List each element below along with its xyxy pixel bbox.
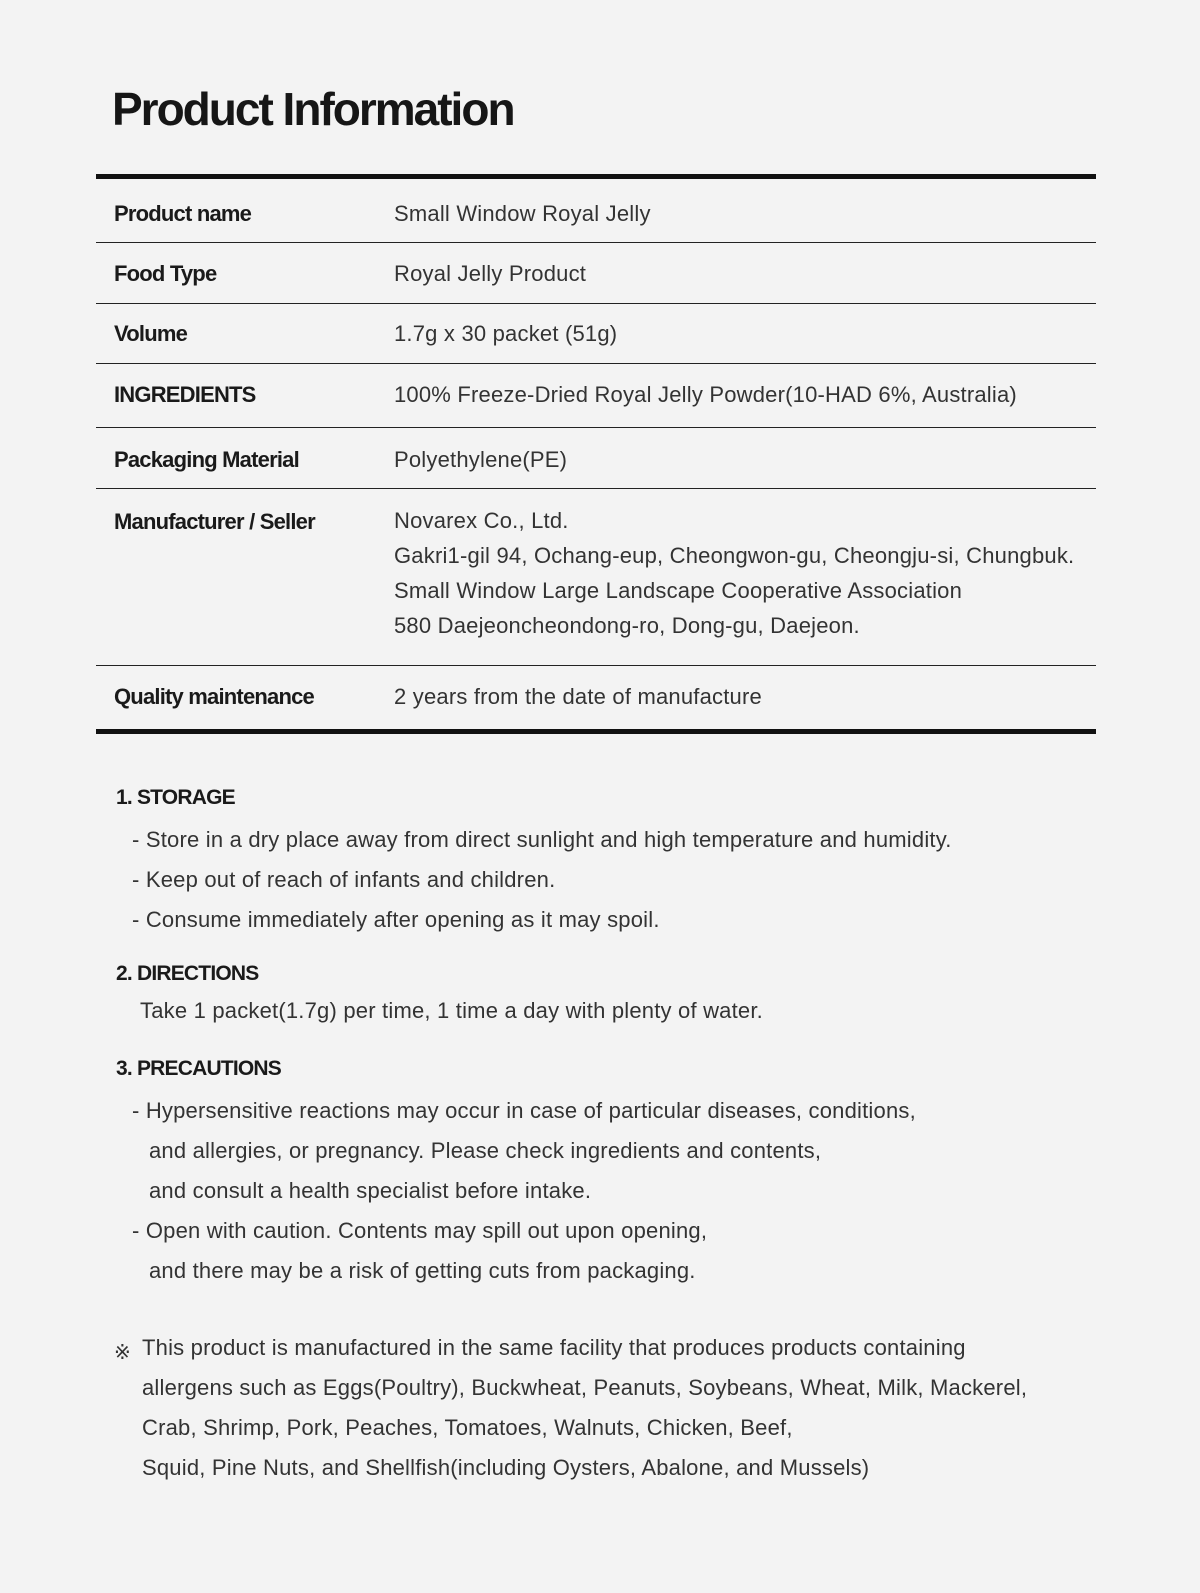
page-title: Product Information: [112, 83, 514, 135]
precaution-line: - Open with caution. Contents may spill out upon opening,: [132, 1218, 708, 1243]
manufacturer-line: Gakri1-gil 94, Ochang-eup, Cheongwon-gu, Cheongju-si, Chungbuk.: [394, 543, 1075, 568]
manufacturer-line: Small Window Large Landscape Cooperative Association: [394, 578, 963, 603]
table-row-volume: [96, 304, 1096, 364]
product-info-table: [96, 174, 1096, 734]
storage-item: - Store in a dry place away from direct sunlight and high temperature and humidity.: [132, 827, 952, 852]
row-label: Manufacturer / Seller: [114, 509, 315, 534]
row-value: Royal Jelly Product: [394, 261, 587, 286]
section-title: 1. STORAGE: [116, 786, 235, 809]
precaution-line: and allergies, or pregnancy. Please check ingredients and contents,: [149, 1138, 822, 1163]
row-value: 100% Freeze-Dried Royal Jelly Powder(10-HAD 6%, Australia): [394, 382, 1017, 407]
storage-item: - Keep out of reach of infants and children.: [132, 867, 556, 892]
precautions-section: [116, 1057, 916, 1291]
row-label: Food Type: [114, 261, 217, 286]
reference-mark-icon: ※: [114, 1342, 131, 1364]
row-value: Small Window Royal Jelly: [394, 201, 651, 226]
directions-section: [116, 962, 763, 1024]
row-label: Volume: [114, 321, 188, 346]
table-row-food-type: [96, 243, 1096, 304]
precaution-line: and there may be a risk of getting cuts from packaging.: [149, 1258, 696, 1283]
directions-text: Take 1 packet(1.7g) per time, 1 time a day with plenty of water.: [140, 998, 763, 1023]
table-row-manufacturer: [96, 489, 1096, 666]
row-value: [394, 503, 1074, 643]
section-title: 3. PRECAUTIONS: [116, 1057, 281, 1080]
row-label: Packaging Material: [114, 447, 299, 472]
allergen-line: Squid, Pine Nuts, and Shellfish(including Oysters, Abalone, and Mussels): [142, 1455, 870, 1480]
row-value: Polyethylene(PE): [394, 447, 568, 472]
storage-item: - Consume immediately after opening as it may spoil.: [132, 907, 660, 932]
table-row-ingredients: [96, 364, 1096, 428]
table-row-product-name: [96, 179, 1096, 243]
allergen-line: allergens such as Eggs(Poultry), Buckwheat, Peanuts, Soybeans, Wheat, Milk, Mackerel,: [142, 1375, 1028, 1400]
row-label: Quality maintenance: [114, 684, 314, 709]
manufacturer-line: 580 Daejeoncheondong-ro, Dong-gu, Daejeon.: [394, 613, 860, 638]
manufacturer-line: Novarex Co., Ltd.: [394, 508, 569, 533]
row-label: INGREDIENTS: [114, 382, 256, 407]
storage-section: [116, 786, 952, 940]
table-row-quality: [96, 666, 1096, 729]
row-value: 2 years from the date of manufacture: [394, 684, 762, 709]
allergen-line: Crab, Shrimp, Pork, Peaches, Tomatoes, Walnuts, Chicken, Beef,: [142, 1415, 793, 1440]
row-label: Product name: [114, 201, 252, 226]
allergen-line: This product is manufactured in the same facility that produces products containing: [142, 1335, 966, 1360]
row-value: 1.7g x 30 packet (51g): [394, 321, 618, 346]
table-row-packaging: [96, 428, 1096, 489]
precaution-line: and consult a health specialist before intake.: [149, 1178, 592, 1203]
precaution-line: - Hypersensitive reactions may occur in case of particular diseases, conditions,: [132, 1098, 916, 1123]
section-title: 2. DIRECTIONS: [116, 962, 259, 985]
